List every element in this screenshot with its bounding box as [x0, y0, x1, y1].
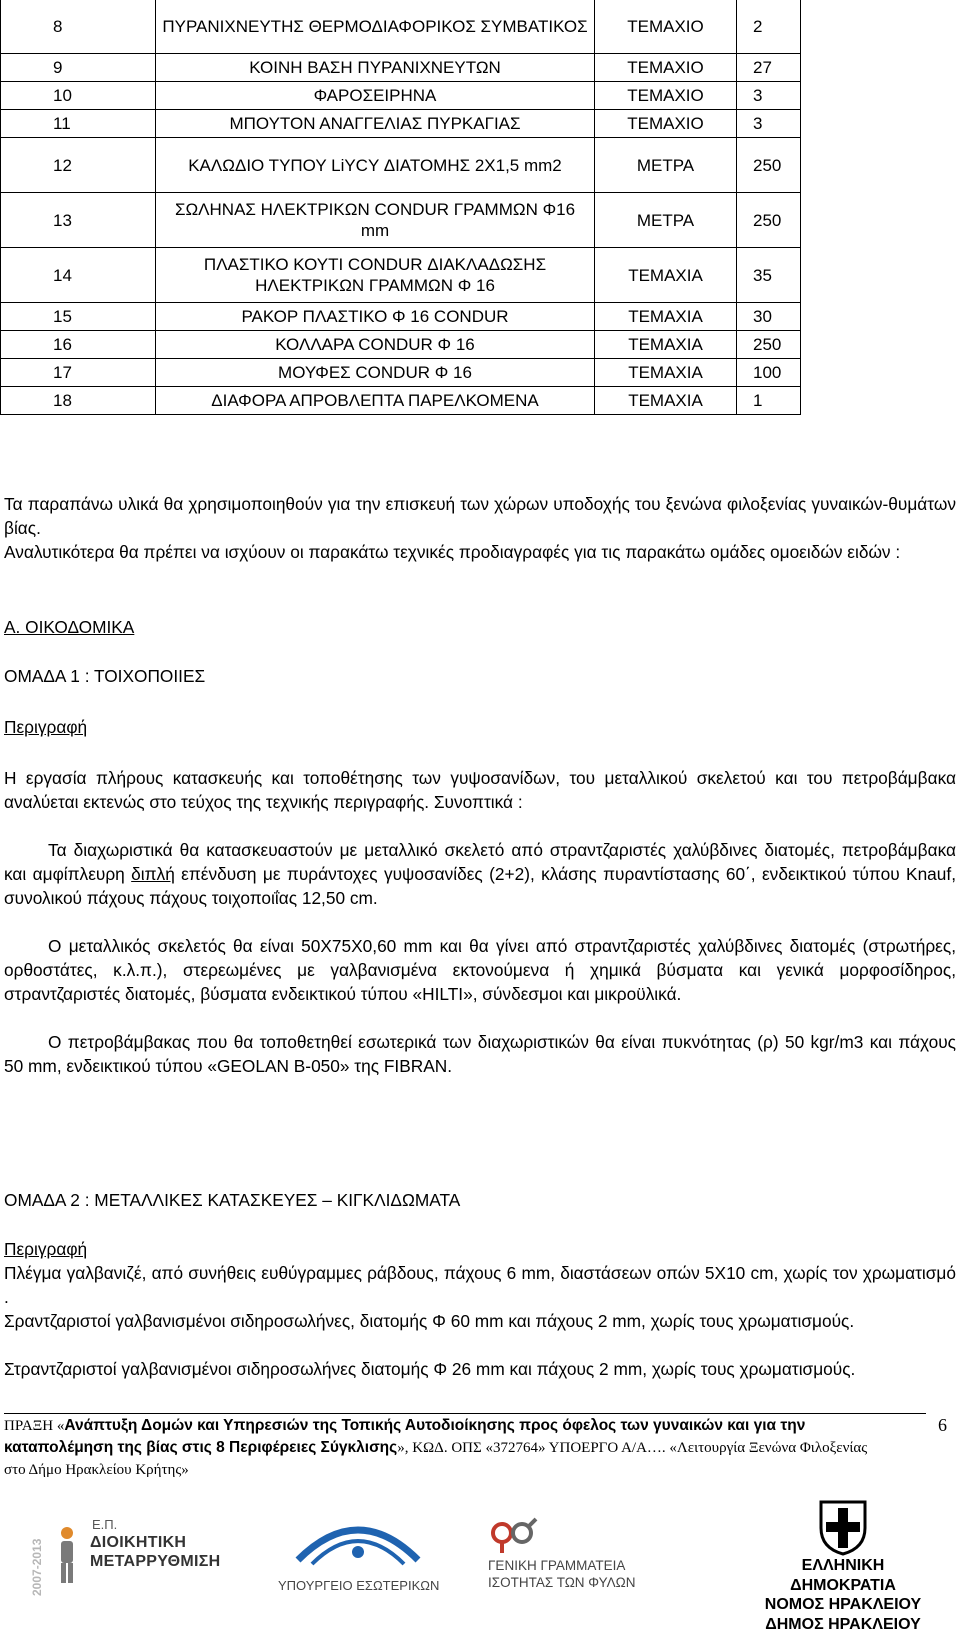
- group1-paragraph-3: Ο μεταλλικός σκελετός θα είναι 50Χ75Χ0,60 mm και θα γίνει από στραντζαριστές χαλύβδινες διατομές (στρωτήρες, ορθοστάτες, κ.λ.π.), στερεωμένες με γαλβανισμένα εκτονούμενα ή χημικά βύσματα και γενικά μορφοσίδηρος, στραντζαριστές διατομές, βύσματα ενδεικτικού τύπου «HILTI», σύνδεσμοι και μικροϋλικά.: [4, 936, 956, 1004]
- programme-period: 2007-2013: [30, 1538, 44, 1596]
- item-quantity-cell: 250: [737, 193, 801, 248]
- item-unit-cell: ΤΕΜΑΧΙΟ: [595, 54, 737, 82]
- materials-table-body: [1, 0, 801, 415]
- group2-paragraph-3: Στραντζαριστοί γαλβανισμένοι σιδηροσωλήνες διατομής Φ 26 mm και πάχους 2 mm, χωρίς τους χρωματισμούς.: [4, 1359, 856, 1379]
- item-description-cell: ΚΟΙΝΗ ΒΑΣΗ ΠΥΡΑΝΙΧΝΕΥΤΩΝ: [156, 54, 595, 82]
- table-row: [1, 331, 801, 359]
- item-number-cell: 9: [1, 54, 156, 82]
- table-row: [1, 248, 801, 303]
- item-quantity-cell: 1: [737, 387, 801, 415]
- table-row: [1, 110, 801, 138]
- table-row: [1, 82, 801, 110]
- group2-paragraph-1: Πλέγμα γαλβανιζέ, από συνήθεις ευθύγραμμες ράβδους, πάχους 6 mm, διαστάσεων οπών 5Χ10 cm, χωρίς τον χρωματισμό .: [4, 1263, 956, 1307]
- ministry-name: ΥΠΟΥΡΓΕΙΟ ΕΣΩΤΕΡΙΚΩΝ: [278, 1578, 440, 1593]
- item-unit-cell: ΤΕΜΑΧΙΟ: [595, 110, 737, 138]
- group1-title: ΟΜΑΔΑ 1 : ΤΟΙΧΟΠΟΙΙΕΣ: [4, 666, 206, 686]
- table-row: [1, 138, 801, 193]
- item-quantity-cell: 250: [737, 331, 801, 359]
- group2-description-label: Περιγραφή: [4, 1239, 88, 1259]
- secretariat-name-line-1: ΓΕΝΙΚΗ ΓΡΑΜΜΑΤΕΙΑ: [488, 1558, 626, 1573]
- item-description-cell: ΔΙΑΦΟΡΑ ΑΠΡΟΒΛΕΠΤΑ ΠΑΡΕΛΚΟΜΕΝΑ: [156, 387, 595, 415]
- item-quantity-cell: 27: [737, 54, 801, 82]
- item-description-cell: ΠΥΡΑΝΙΧΝΕΥΤΗΣ ΘΕΡΜΟΔΙΑΦΟΡΙΚΟΣ ΣΥΜΒΑΤΙΚΟΣ: [156, 0, 595, 54]
- group1-description-label: Περιγραφή: [4, 717, 88, 737]
- group1-paragraph-4: Ο πετροβάμβακας που θα τοποθετηθεί εσωτερικά των διαχωριστικών θα είναι πυκνότητας (ρ) 50 kgr/m3 και πάχους 50 mm, ενδεικτικού τύπου «GEOLAN B-050» της FIBRAN.: [4, 1032, 956, 1076]
- item-number-cell: 15: [1, 303, 156, 331]
- group1-paragraph-2-end: επένδυση με πυράντοχες γυψοσανίδες (2+2), κλάσης πυραντίστασης 60΄, ενδεικτικού τύπου Knauf, συνολικού πάχους πάχους τοιχοποιΐας 12,50 cm.: [4, 864, 957, 908]
- item-quantity-cell: 3: [737, 82, 801, 110]
- item-quantity-cell: 35: [737, 248, 801, 303]
- item-number-cell: 16: [1, 331, 156, 359]
- section-a-title: Α. ΟΙΚΟΔΟΜΙΚΑ: [4, 617, 135, 637]
- table-row: [1, 303, 801, 331]
- item-number-cell: 13: [1, 193, 156, 248]
- intro-paragraph-2: Αναλυτικότερα θα πρέπει να ισχύουν οι παρακάτω τεχνικές προδιαγραφές για τις παρακάτω ομάδες ομοειδών ειδών :: [4, 542, 901, 562]
- item-unit-cell: ΜΕΤΡΑ: [595, 138, 737, 193]
- ministry-interior-logo: [278, 1508, 458, 1600]
- item-number-cell: 8: [1, 0, 156, 54]
- intro-paragraph-1: Τα παραπάνω υλικά θα χρησιμοποιηθούν για την επισκευή των χώρων υποδοχής του ξενώνα φιλοξενίας γυναικών-θυμάτων βίας.: [4, 494, 956, 538]
- ministry-emblem-icon: [278, 1508, 438, 1572]
- item-number-cell: 12: [1, 138, 156, 193]
- footer-project-title: Ανάπτυξη Δομών και Υπηρεσιών της Τοπικής Αυτοδιοίκησης προς όφελος των γυναικών και για την καταπολέμηση της βίας στις 8 Περιφέρειες Σύγκλισης: [4, 1417, 806, 1456]
- programme-label: Ε.Π.: [92, 1517, 118, 1532]
- item-unit-cell: ΤΕΜΑΧΙΑ: [595, 331, 737, 359]
- item-unit-cell: ΜΕΤΡΑ: [595, 193, 737, 248]
- footer-project-text: [4, 1415, 884, 1481]
- coat-line-1: ΕΛΛΗΝΙΚΗ: [801, 1557, 885, 1574]
- programme-name-line-2: ΜΕΤΑΡΡΥΘΜΙΣΗ: [90, 1553, 221, 1570]
- item-unit-cell: ΤΕΜΑΧΙΑ: [595, 248, 737, 303]
- item-number-cell: 14: [1, 248, 156, 303]
- item-unit-cell: ΤΕΜΑΧΙΑ: [595, 303, 737, 331]
- item-number-cell: 18: [1, 387, 156, 415]
- coat-line-3: ΝΟΜΟΣ ΗΡΑΚΛΕΙΟΥ: [764, 1596, 922, 1613]
- table-row: [1, 0, 801, 54]
- item-quantity-cell: 250: [737, 138, 801, 193]
- greek-coat-of-arms-icon: [816, 1498, 870, 1556]
- item-description-cell: ΦΑΡΟΣΕΙΡΗΝΑ: [156, 82, 595, 110]
- item-quantity-cell: 30: [737, 303, 801, 331]
- table-row: [1, 359, 801, 387]
- footer-divider: [4, 1413, 926, 1414]
- footer-suffix: », ΚΩΔ. ΟΠΣ «372764» ΥΠΟΕΡΓΟ Α/Α…. «Λειτουργία Ξενώνα Φιλοξενίας στο Δήμο Ηρακλείου Κρήτης»: [4, 1440, 868, 1478]
- table-row: [1, 387, 801, 415]
- secretariat-name: [488, 1557, 636, 1591]
- item-unit-cell: ΤΕΜΑΧΙΑ: [595, 387, 737, 415]
- item-number-cell: 11: [1, 110, 156, 138]
- item-description-cell: ΚΟΛΛΑΡΑ CONDUR Φ 16: [156, 331, 595, 359]
- group2-paragraph-2: Σραντζαριστοί γαλβανισμένοι σιδηροσωλήνες, διατομής Φ 60 mm και πάχους 2 mm, χωρίς τους χρωματισμούς.: [4, 1311, 855, 1331]
- hellenic-republic-logo: [748, 1498, 938, 1638]
- secretariat-name-line-2: ΙΣΟΤΗΤΑΣ ΤΩΝ ΦΥΛΩΝ: [488, 1575, 636, 1590]
- item-quantity-cell: 100: [737, 359, 801, 387]
- materials-table: [0, 0, 801, 415]
- item-number-cell: 17: [1, 359, 156, 387]
- item-description-cell: ΡΑΚΟΡ ΠΛΑΣΤΙΚΟ Φ 16 CONDUR: [156, 303, 595, 331]
- item-description-cell: ΠΛΑΣΤΙΚΟ ΚΟΥΤΙ CONDUR ΔΙΑΚΛΑΔΩΣΗΣ ΗΛΕΚΤΡΙΚΩΝ ΓΡΑΜΜΩΝ Φ 16: [156, 248, 595, 303]
- table-row: [1, 193, 801, 248]
- group1-paragraph-1: Η εργασία πλήρους κατασκευής και τοποθέτησης των γυψοσανίδων, του μεταλλικού σκελετού και του πετροβάμβακα αναλύεται εκτενώς στο τεύχος της τεχνικής περιγραφής. Συνοπτικά :: [4, 768, 956, 812]
- group1-paragraph-2-start: Τα διαχωριστικά θα κατασκευαστούν με μεταλλικό σκελετό από στραντζαριστές χαλύβδινες διατομές, πετροβάμβακα και αμφίπλευρη: [4, 840, 956, 884]
- programme-name: [90, 1533, 221, 1571]
- group1-paragraph-2: [4, 838, 956, 910]
- coat-line-4: ΔΗΜΟΣ ΗΡΑΚΛΕΙΟΥ: [765, 1615, 921, 1633]
- gender-equality-emblem-icon: [482, 1515, 632, 1555]
- footer-prefix: ΠΡΑΞΗ «: [4, 1418, 65, 1434]
- group2-title: ΟΜΑΔΑ 2 : ΜΕΤΑΛΛΙΚΕΣ ΚΑΤΑΣΚΕΥΕΣ – ΚΙΓΚΛΙΔΩΜΑΤΑ: [4, 1190, 461, 1210]
- page-number: 6: [938, 1415, 947, 1435]
- item-quantity-cell: 3: [737, 110, 801, 138]
- item-description-cell: ΣΩΛΗΝΑΣ ΗΛΕΚΤΡΙΚΩΝ CONDUR ΓΡΑΜΜΩΝ Φ16 mm: [156, 193, 595, 248]
- item-unit-cell: ΤΕΜΑΧΙΑ: [595, 359, 737, 387]
- coat-line-2: ΔΗΜΟΚΡΑΤΙΑ: [790, 1576, 896, 1594]
- person-figure-icon: [52, 1525, 82, 1585]
- item-number-cell: 10: [1, 82, 156, 110]
- double-lining-term: διπλή: [131, 864, 175, 884]
- programme-name-line-1: ΔΙΟΙΚΗΤΙΚΗ: [90, 1534, 187, 1551]
- item-description-cell: ΜΠΟΥΤΟΝ ΑΝΑΓΓΕΛΙΑΣ ΠΥΡΚΑΓΙΑΣ: [156, 110, 595, 138]
- operational-programme-logo: [30, 1497, 221, 1637]
- item-description-cell: ΜΟΥΦΕΣ CONDUR Φ 16: [156, 359, 595, 387]
- item-unit-cell: ΤΕΜΑΧΙΟ: [595, 82, 737, 110]
- gender-equality-secretariat-logo: [482, 1515, 662, 1600]
- table-row: [1, 54, 801, 82]
- item-description-cell: ΚΑΛΩΔΙΟ ΤΥΠΟΥ LiYCY ΔΙΑΤΟΜΗΣ 2Χ1,5 mm2: [156, 138, 595, 193]
- item-quantity-cell: 2: [737, 0, 801, 54]
- item-unit-cell: ΤΕΜΑΧΙΟ: [595, 0, 737, 54]
- coat-of-arms-text: [748, 1556, 938, 1634]
